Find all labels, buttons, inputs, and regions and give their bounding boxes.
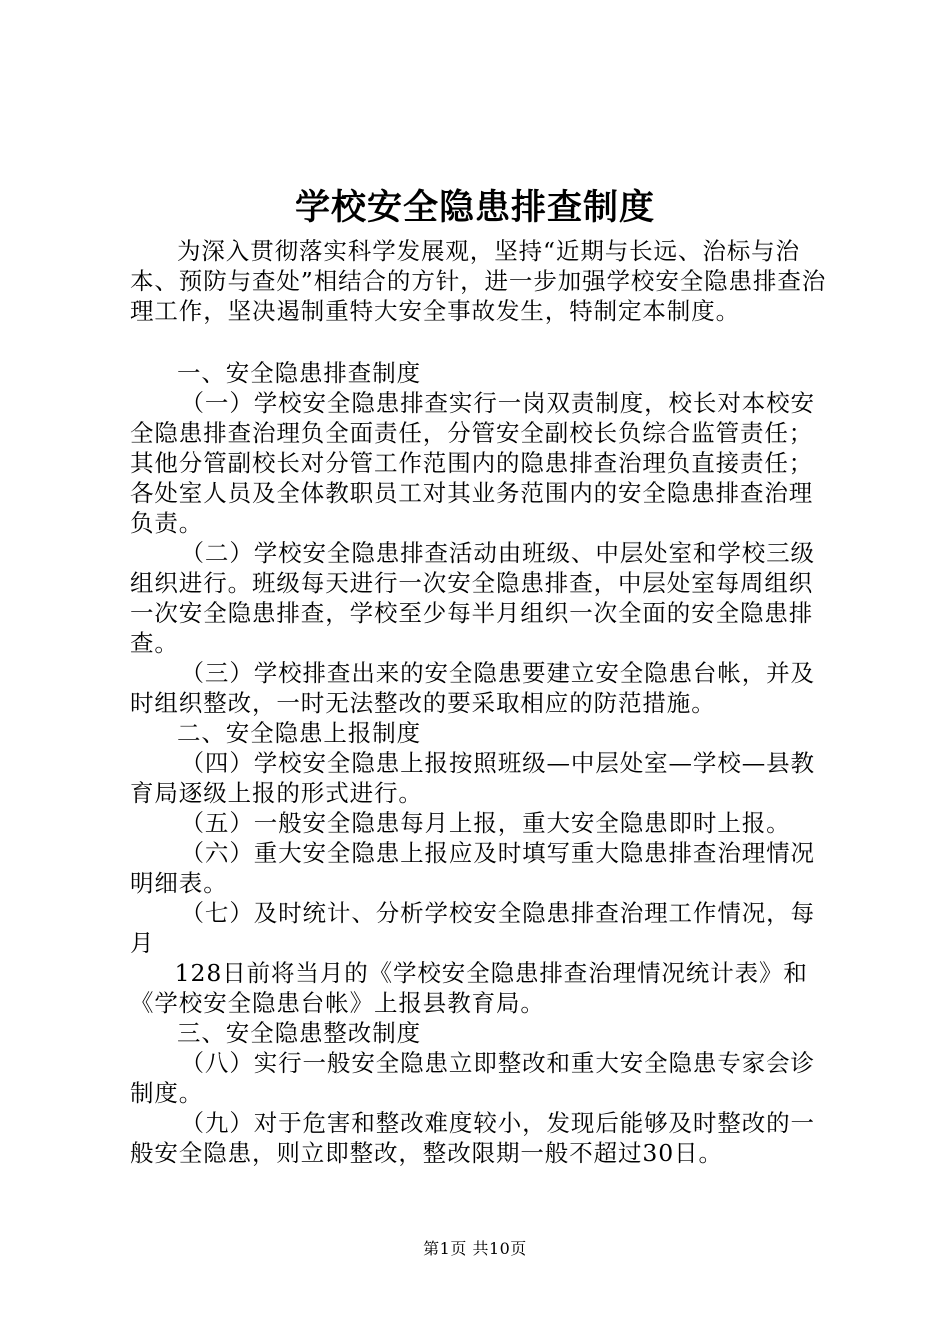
continuation-paragraph: 128日前将当月的《学校安全隐患排查治理情况统计表》和《学校安全隐患台帐》上报县教育局。 (130, 959, 808, 1017)
clause-paragraph: （七）及时统计、分析学校安全隐患排查治理工作情况，每月 (130, 899, 815, 957)
intro-paragraph: 为深入贯彻落实科学发展观，坚持“近期与长远、治标与治本、预防与查处”相结合的方针，进一步加强学校安全隐患排查治理工作，坚决遏制重特大安全事故发生，特制定本制度。 (130, 237, 827, 325)
page-title: 学校安全隐患排查制度 (294, 188, 655, 228)
clause-paragraph: （一）学校安全隐患排查实行一岗双责制度，校长对本校安全隐患排查治理负全面责任，分管安全副校长负综合监管责任；其他分管副校长对分管工作范围内的隐患排查治理负直接责任；各处室人员及全体教职员工对其业务范围内的安全隐患排查治理负责。 (130, 389, 815, 537)
clause-paragraph: （九）对于危害和整改难度较小，发现后能够及时整改的一般安全隐患，则立即整改，整改限期一般不超过30日。 (130, 1109, 815, 1167)
clause-paragraph: （六）重大安全隐患上报应及时填写重大隐患排查治理情况明细表。 (130, 839, 815, 897)
clause-paragraph: （八）实行一般安全隐患立即整改和重大安全隐患专家会诊制度。 (130, 1049, 815, 1107)
clause-paragraph: （五）一般安全隐患每月上报，重大安全隐患即时上报。 (180, 809, 791, 837)
clause-paragraph: （二）学校安全隐患排查活动由班级、中层处室和学校三级组织进行。班级每天进行一次安全隐患排查，中层处室每周组织一次安全隐患排查，学校至少每半月组织一次全面的安全隐患排查。 (130, 539, 815, 657)
section-heading: 一、安全隐患排查制度 (177, 359, 421, 387)
section-heading: 二、安全隐患上报制度 (177, 719, 421, 747)
clause-paragraph: （四）学校安全隐患上报按照班级—中层处室—学校—县教育局逐级上报的形式进行。 (130, 749, 815, 807)
paragraph-spacer (130, 326, 835, 358)
section-heading: 三、安全隐患整改制度 (177, 1019, 421, 1047)
clause-paragraph: （三）学校排查出来的安全隐患要建立安全隐患台帐，并及时组织整改，一时无法整改的要采取相应的防范措施。 (130, 659, 815, 717)
document-body (130, 236, 835, 1168)
page-number-footer: 第1页 共10页 (423, 1239, 527, 1258)
